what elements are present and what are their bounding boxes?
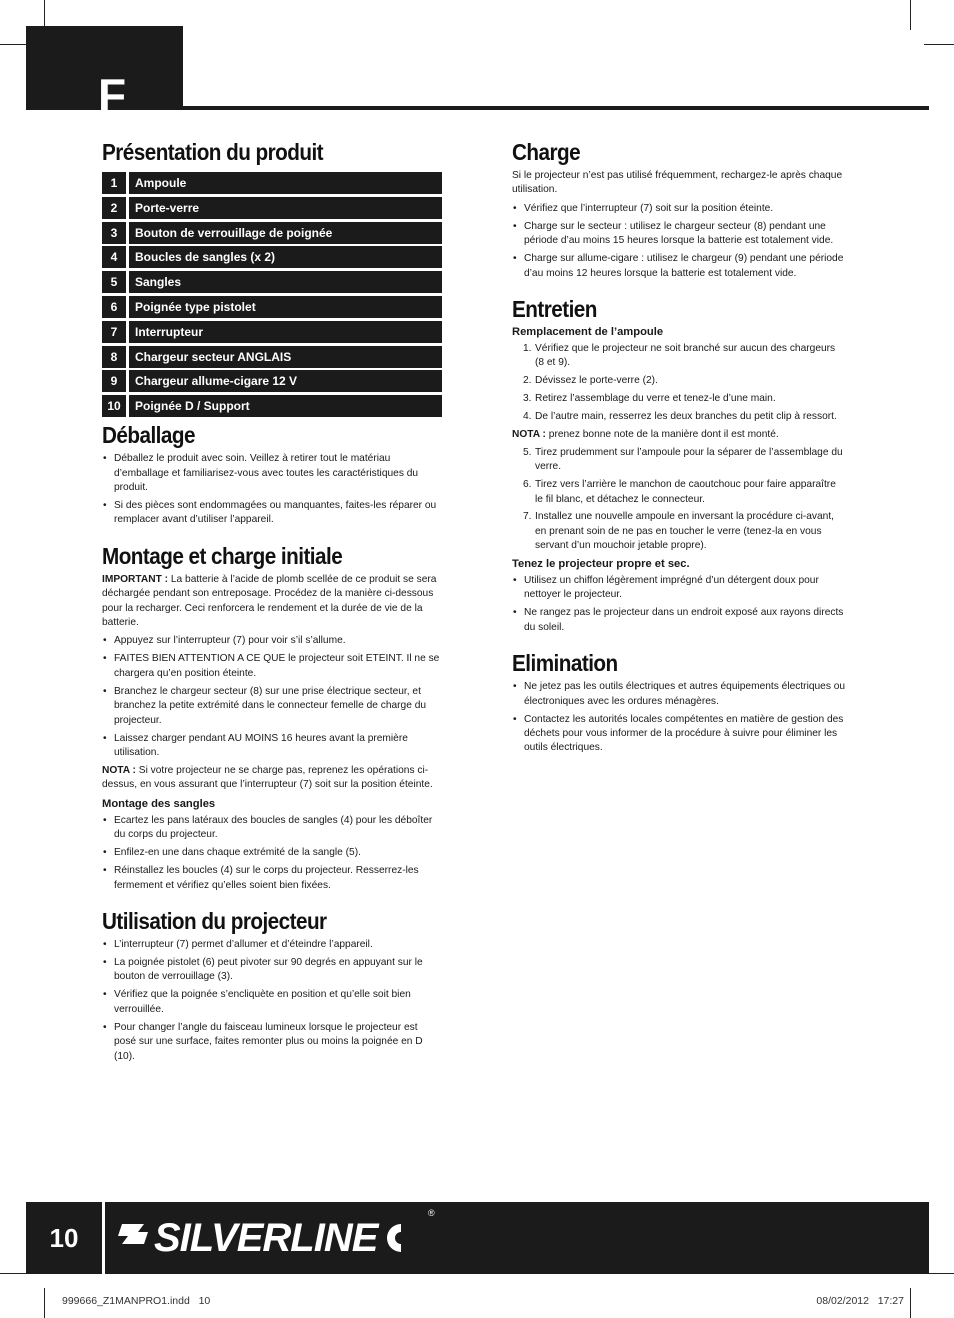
unpacking-title: Déballage xyxy=(102,422,195,449)
part-row xyxy=(102,321,442,343)
part-row xyxy=(102,395,442,417)
step-number: 2. xyxy=(523,375,532,387)
list-item: • Si des pièces sont endommagées ou manquantes, faites-les réparer ou remplacer avant d’utiliser l’appareil. xyxy=(102,499,442,528)
list-item: • La poignée pistolet (6) peut pivoter sur 90 degrés en appuyant sur le bouton de verrouillage (3). xyxy=(102,956,442,985)
crop-mark xyxy=(910,1288,911,1318)
page-number: 10 xyxy=(49,1222,79,1253)
list-item xyxy=(512,342,846,371)
straps-list xyxy=(102,814,442,893)
part-label: Chargeur allume-cigare 12 V xyxy=(129,370,442,392)
usage-title: Utilisation du projecteur xyxy=(102,908,327,935)
part-number: 3 xyxy=(102,222,126,244)
part-number: 9 xyxy=(102,370,126,392)
clean-title: Tenez le projecteur propre et sec. xyxy=(512,558,690,571)
header-rule xyxy=(183,106,929,110)
list-item: • Utilisez un chiffon légèrement imprégné d’un détergent doux pour nettoyer le projecteur. xyxy=(512,574,846,603)
step-text: Retirez l’assemblage du verre et tenez-le d’une main. xyxy=(535,393,776,405)
list-item xyxy=(512,392,846,406)
part-row xyxy=(102,222,442,244)
assembly-list xyxy=(102,634,442,760)
list-item: • Déballez le produit avec soin. Veillez à retirer tout le matériau d’emballage et familiarisez-vous avec toutes les caractéristiques du produit. xyxy=(102,452,442,495)
part-row xyxy=(102,172,442,194)
part-row xyxy=(102,346,442,368)
part-label: Poignée type pistolet xyxy=(129,296,442,318)
note-text: Si votre projecteur ne se charge pas, reprenez les opérations ci-dessus, en vous assurant que l’interrupteur (7) soit sur la position éteinte. xyxy=(102,765,433,791)
step-number: 3. xyxy=(523,393,532,405)
part-row xyxy=(102,296,442,318)
charging-intro: Si le projecteur n’est pas utilisé fréquemment, rechargez-le après chaque utilisation. xyxy=(512,170,843,196)
step-text: Vérifiez que le projecteur ne soit branché sur aucun des chargeurs (8 et 9). xyxy=(535,343,836,369)
charging-list xyxy=(512,202,846,281)
footer-bar xyxy=(26,1202,929,1274)
part-label: Interrupteur xyxy=(129,321,442,343)
part-number: 10 xyxy=(102,395,126,417)
part-number: 8 xyxy=(102,346,126,368)
language-letter: F xyxy=(98,69,127,121)
language-tab xyxy=(26,26,183,121)
list-item: • Ne rangez pas le projecteur dans un endroit exposé aux rayons directs du soleil. xyxy=(512,606,846,635)
section-disposal xyxy=(512,649,846,756)
assembly-title: Montage et charge initiale xyxy=(102,542,343,569)
date-slug: 08/02/2012 17:27 xyxy=(816,1295,904,1307)
part-label: Ampoule xyxy=(129,172,442,194)
overview-title: Présentation du produit xyxy=(102,139,324,165)
charging-title: Charge xyxy=(512,139,581,165)
step-text: Installez une nouvelle ampoule en inversant la procédure ci-avant, en prenant soin de ne pas en toucher le verre (tenez-la en vous servant d’un mouchoir jetable propre). xyxy=(535,511,835,552)
file-slug: 999666_Z1MANPRO1.indd 10 xyxy=(62,1295,211,1307)
important-paragraph xyxy=(102,573,442,631)
list-item: • Enfilez-en une dans chaque extrémité de la sangle (5). xyxy=(102,846,442,860)
list-item: • FAITES BIEN ATTENTION A CE QUE le projecteur soit ETEINT. Il ne se chargera qu’en position éteinte. xyxy=(102,652,442,681)
list-item: • Contactez les autorités locales compétentes en matière de gestion des déchets pour vous informer de la procédure à suivre pour éliminer les outils électriques. xyxy=(512,713,846,756)
list-item: • Charge sur allume-cigare : utilisez le chargeur (9) pendant une période d’au moins 12 heures lorsque la batterie est totalement vide. xyxy=(512,252,846,281)
brand-name: SILVERLINE xyxy=(154,1215,378,1260)
part-label: Chargeur secteur ANGLAIS xyxy=(129,346,442,368)
parts-list xyxy=(102,172,442,417)
important-lead: IMPORTANT : xyxy=(102,573,169,585)
list-item: • Laissez charger pendant AU MOINS 16 heures avant la première utilisation. xyxy=(102,732,442,761)
note-text: prenez bonne note de la manière dont il est monté. xyxy=(545,428,779,440)
maintenance-note xyxy=(512,428,846,442)
part-row xyxy=(102,246,442,268)
bulb-title: Remplacement de l’ampoule xyxy=(512,326,664,339)
step-number: 1. xyxy=(523,343,532,355)
part-label: Sangles xyxy=(129,271,442,293)
part-row xyxy=(102,370,442,392)
section-assembly xyxy=(102,542,442,893)
straps-title: Montage des sangles xyxy=(102,797,216,810)
step-number: 4. xyxy=(523,410,532,422)
part-label: Poignée D / Support xyxy=(129,395,442,417)
part-number: 2 xyxy=(102,197,126,219)
list-item: • Réinstallez les boucles (4) sur le corps du projecteur. Resserrez-les fermement et vérifiez qu’elles soient bien fixées. xyxy=(102,864,442,893)
unpacking-list xyxy=(102,452,442,528)
list-item: • Appuyez sur l’interrupteur (7) pour voir s’il s’allume. xyxy=(102,634,442,648)
part-label: Bouton de verrouillage de poignée xyxy=(129,222,442,244)
part-label: Boucles de sangles (x 2) xyxy=(129,246,442,268)
left-column xyxy=(102,138,442,1078)
section-maintenance xyxy=(512,295,846,635)
list-item: • Ne jetez pas les outils électriques et autres équipements électriques ou électroniques avec les ordures ménagères. xyxy=(512,680,846,709)
usage-list xyxy=(102,938,442,1064)
registered-mark: ® xyxy=(428,1208,435,1218)
bulb-steps-b xyxy=(512,446,846,554)
list-item: • Vérifiez que la poignée s’encliquète en position et qu’elle soit bien verrouillée. xyxy=(102,988,442,1017)
note-paragraph xyxy=(102,764,442,793)
disposal-title: Elimination xyxy=(512,650,618,677)
important-text: La batterie à l’acide de plomb scellée de ce produit se sera déchargée pendant son entreposage. Procédez de la manière ci-dessous pour la recharger. Ceci renforcera le rendement et la durée de vie de la batterie. xyxy=(102,573,437,629)
list-item: • Branchez le chargeur secteur (8) sur une prise électrique secteur, et branchez la petite extrémité dans le connecteur femelle de charge du projecteur. xyxy=(102,685,442,728)
list-item xyxy=(512,410,846,424)
step-text: Dévissez le porte-verre (2). xyxy=(535,375,658,387)
section-overview xyxy=(102,138,442,417)
list-item xyxy=(512,374,846,388)
step-number: 5. xyxy=(523,447,532,459)
crop-mark xyxy=(910,0,911,30)
note-lead: NOTA : xyxy=(102,765,136,777)
part-row xyxy=(102,197,442,219)
list-item: • L’interrupteur (7) permet d’allumer et d’éteindre l’appareil. xyxy=(102,938,442,952)
right-column xyxy=(512,138,846,770)
step-number: 7. xyxy=(523,511,532,523)
part-number: 6 xyxy=(102,296,126,318)
part-number: 4 xyxy=(102,246,126,268)
step-text: Tirez vers l’arrière le manchon de caoutchouc pour faire apparaître le fil blanc, et détachez le connecteur. xyxy=(535,479,836,505)
section-usage xyxy=(102,907,442,1064)
step-number: 6. xyxy=(523,479,532,491)
part-number: 1 xyxy=(102,172,126,194)
list-item xyxy=(512,446,846,475)
list-item xyxy=(512,478,846,507)
note-lead: NOTA : xyxy=(512,428,546,440)
brand-logo xyxy=(118,1208,438,1268)
part-label: Porte-verre xyxy=(129,197,442,219)
part-number: 5 xyxy=(102,271,126,293)
part-number: 7 xyxy=(102,321,126,343)
clean-list xyxy=(512,574,846,635)
bulb-steps-a xyxy=(512,342,846,424)
list-item: • Charge sur le secteur : utilisez le chargeur secteur (8) pendant une période d’au moins 15 heures lorsque la batterie est totalement vide. xyxy=(512,220,846,249)
crop-mark xyxy=(924,44,954,45)
section-charging xyxy=(512,138,846,281)
list-item: • Vérifiez que l’interrupteur (7) soit sur la position éteinte. xyxy=(512,202,846,216)
wrench-left-icon xyxy=(118,1218,152,1258)
list-item: • Ecartez les pans latéraux des boucles de sangles (4) pour les déboîter du corps du projecteur. xyxy=(102,814,442,843)
crop-mark xyxy=(44,1288,45,1318)
disposal-list xyxy=(512,680,846,756)
footer-divider xyxy=(102,1202,105,1274)
wrench-right-icon xyxy=(379,1218,409,1258)
list-item: • Pour changer l’angle du faisceau lumineux lorsque le projecteur est posé sur une surface, faites remonter plus ou moins la poignée en D (10). xyxy=(102,1021,442,1064)
list-item xyxy=(512,510,846,553)
step-text: De l’autre main, resserrez les deux branches du petit clip à ressort. xyxy=(535,410,837,422)
maintenance-title: Entretien xyxy=(512,296,597,323)
step-text: Tirez prudemment sur l’ampoule pour la séparer de l’assemblage du verre. xyxy=(535,447,843,473)
section-unpacking xyxy=(102,421,442,528)
part-row xyxy=(102,271,442,293)
